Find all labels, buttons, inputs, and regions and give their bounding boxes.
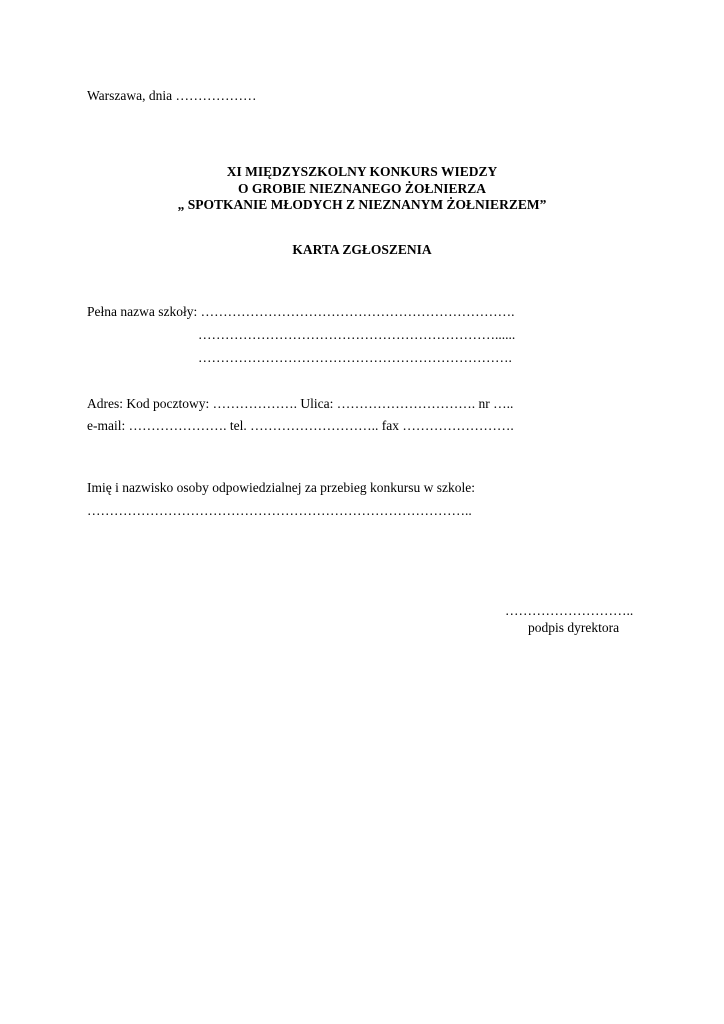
place-date-line: Warszawa, dnia ……………… <box>87 88 257 103</box>
school-name-continuation-1: …………………………………………………………...... <box>198 327 516 342</box>
responsible-person-blank: ………………………………………………………………………….. <box>87 503 472 518</box>
school-name-field: Pełna nazwa szkoły: ……………………………………………………………. <box>87 304 515 319</box>
contest-title-line-2: O GROBIE NIEZNANEGO ŻOŁNIERZA <box>238 181 486 196</box>
contest-title-line-3: „ SPOTKANIE MŁODYCH Z NIEZNANYM ŻOŁNIERZEM” <box>177 197 547 212</box>
contact-field: e-mail: …………………. tel. ……………………….. fax ……………………. <box>87 418 514 433</box>
signature-caption: podpis dyrektora <box>528 620 620 635</box>
form-heading: KARTA ZGŁOSZENIA <box>292 242 432 257</box>
signature-line: ……………………….. <box>505 603 634 618</box>
address-field: Adres: Kod pocztowy: ………………. Ulica: …………………………. nr ….. <box>87 396 514 411</box>
contest-title-line-1: XI MIĘDZYSZKOLNY KONKURS WIEDZY <box>226 164 498 179</box>
school-name-continuation-2: ……………………………………………………………. <box>198 350 512 365</box>
responsible-person-label: Imię i nazwisko osoby odpowiedzialnej za przebieg konkursu w szkole: <box>87 480 476 495</box>
